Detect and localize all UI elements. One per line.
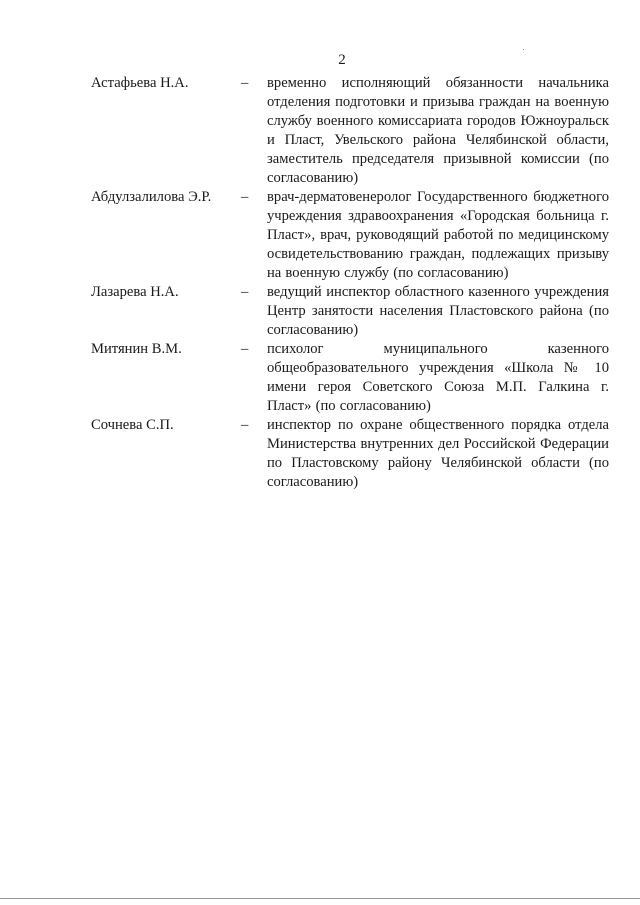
- member-description: временно исполняющий обязанности начальника отделения подготовки и призыва граждан на военную службу военного комиссариата городов Южноуральск и Пласт, Увельского района Челябинской области, заместитель председателя призывной комиссии (по согласованию): [267, 75, 609, 186]
- member-dash: –: [241, 189, 249, 205]
- member-entry: [91, 283, 609, 340]
- member-description: врач-дерматовенеролог Государственного бюджетного учреждения здравоохранения «Городская больница г. Пласт», врач, руководящий работой по медицинскому освидетельствованию граждан, подлежащих призыву на военную службу (по согласованию): [267, 189, 609, 281]
- member-name: Митянин В.М.: [91, 341, 182, 357]
- member-description: психолог муниципального казенного общеобразовательного учреждения «Школа № 10 имени героя Советского Союза М.П. Галкина г. Пласт» (по согласованию): [267, 341, 609, 414]
- commission-members-list: [91, 74, 609, 492]
- member-entry: [91, 340, 609, 416]
- member-entry: [91, 416, 609, 492]
- member-dash: –: [241, 417, 249, 433]
- scan-speck: [523, 49, 524, 50]
- scan-edge-line: [0, 898, 640, 899]
- member-name: Астафьева Н.А.: [91, 75, 189, 91]
- member-dash: –: [241, 341, 249, 357]
- member-dash: –: [241, 75, 249, 91]
- member-dash: –: [241, 284, 249, 300]
- member-name: Сочнева С.П.: [91, 417, 174, 433]
- member-entry: [91, 74, 609, 188]
- member-description: инспектор по охране общественного порядка отдела Министерства внутренних дел Российской Федерации по Пластовскому району Челябинской области (по согласованию): [267, 417, 609, 490]
- page-number: 2: [338, 52, 346, 68]
- member-description: ведущий инспектор областного казенного учреждения Центр занятости населения Пластовского района (по согласованию): [267, 284, 609, 338]
- member-entry: [91, 188, 609, 283]
- member-name: Абдулзалилова Э.Р.: [91, 189, 212, 205]
- member-name: Лазарева Н.А.: [91, 284, 179, 300]
